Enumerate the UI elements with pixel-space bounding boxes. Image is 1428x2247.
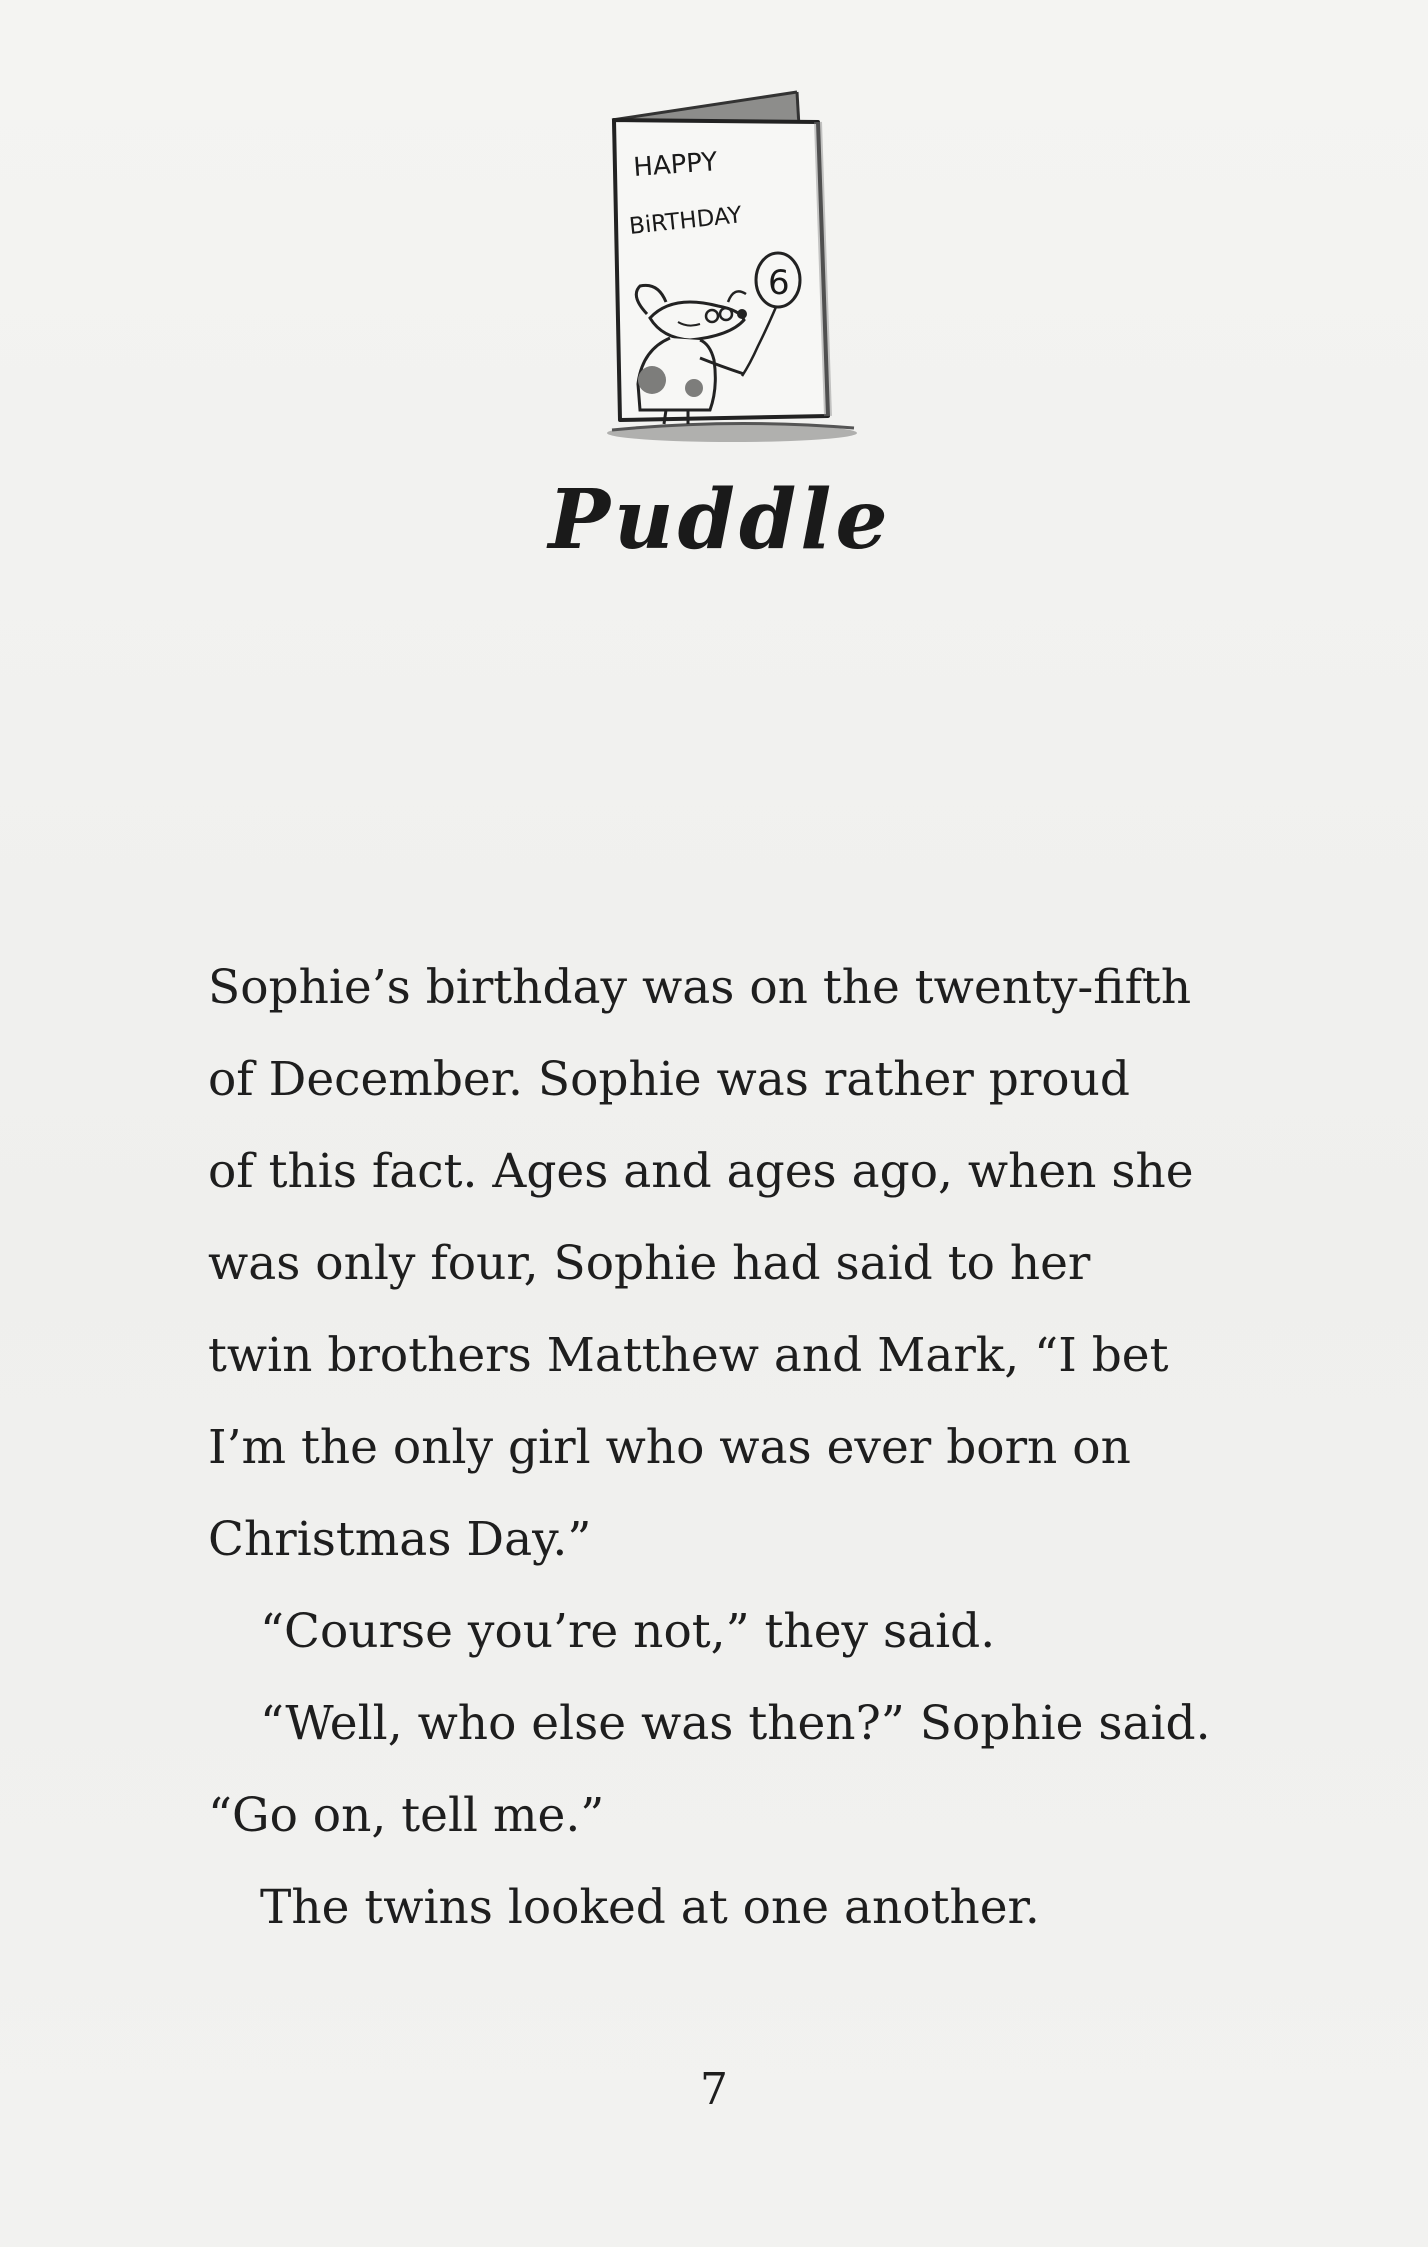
text-line: twin brothers Matthew and Mark, “I bet bbox=[208, 1328, 1169, 1383]
card-balloon-number: 6 bbox=[768, 263, 790, 303]
page-number: 7 bbox=[700, 2064, 728, 2115]
text-line: The twins looked at one another. bbox=[260, 1880, 1040, 1935]
text-line: “Course you’re not,” they said. bbox=[260, 1604, 996, 1659]
card-text-happy: HAPPY bbox=[632, 147, 719, 183]
body-text bbox=[208, 942, 1248, 1954]
text-line: was only four, Sophie had said to her bbox=[208, 1236, 1091, 1291]
text-line: of December. Sophie was rather proud bbox=[208, 1052, 1130, 1107]
text-line: I’m the only girl who was ever born on bbox=[208, 1420, 1131, 1475]
text-line: Christmas Day.” bbox=[208, 1512, 592, 1567]
birthday-card-illustration bbox=[592, 88, 862, 458]
text-line: “Go on, tell me.” bbox=[208, 1788, 605, 1843]
text-line: Sophie’s birthday was on the twenty-fifth bbox=[208, 960, 1192, 1015]
text-line: of this fact. Ages and ages ago, when she bbox=[208, 1144, 1194, 1199]
card-text-birthday: BiRTHDAY bbox=[627, 202, 744, 240]
chapter-title bbox=[540, 465, 900, 585]
text-line: “Well, who else was then?” Sophie said. bbox=[260, 1696, 1211, 1751]
chapter-title-text: Puddle bbox=[548, 472, 892, 568]
